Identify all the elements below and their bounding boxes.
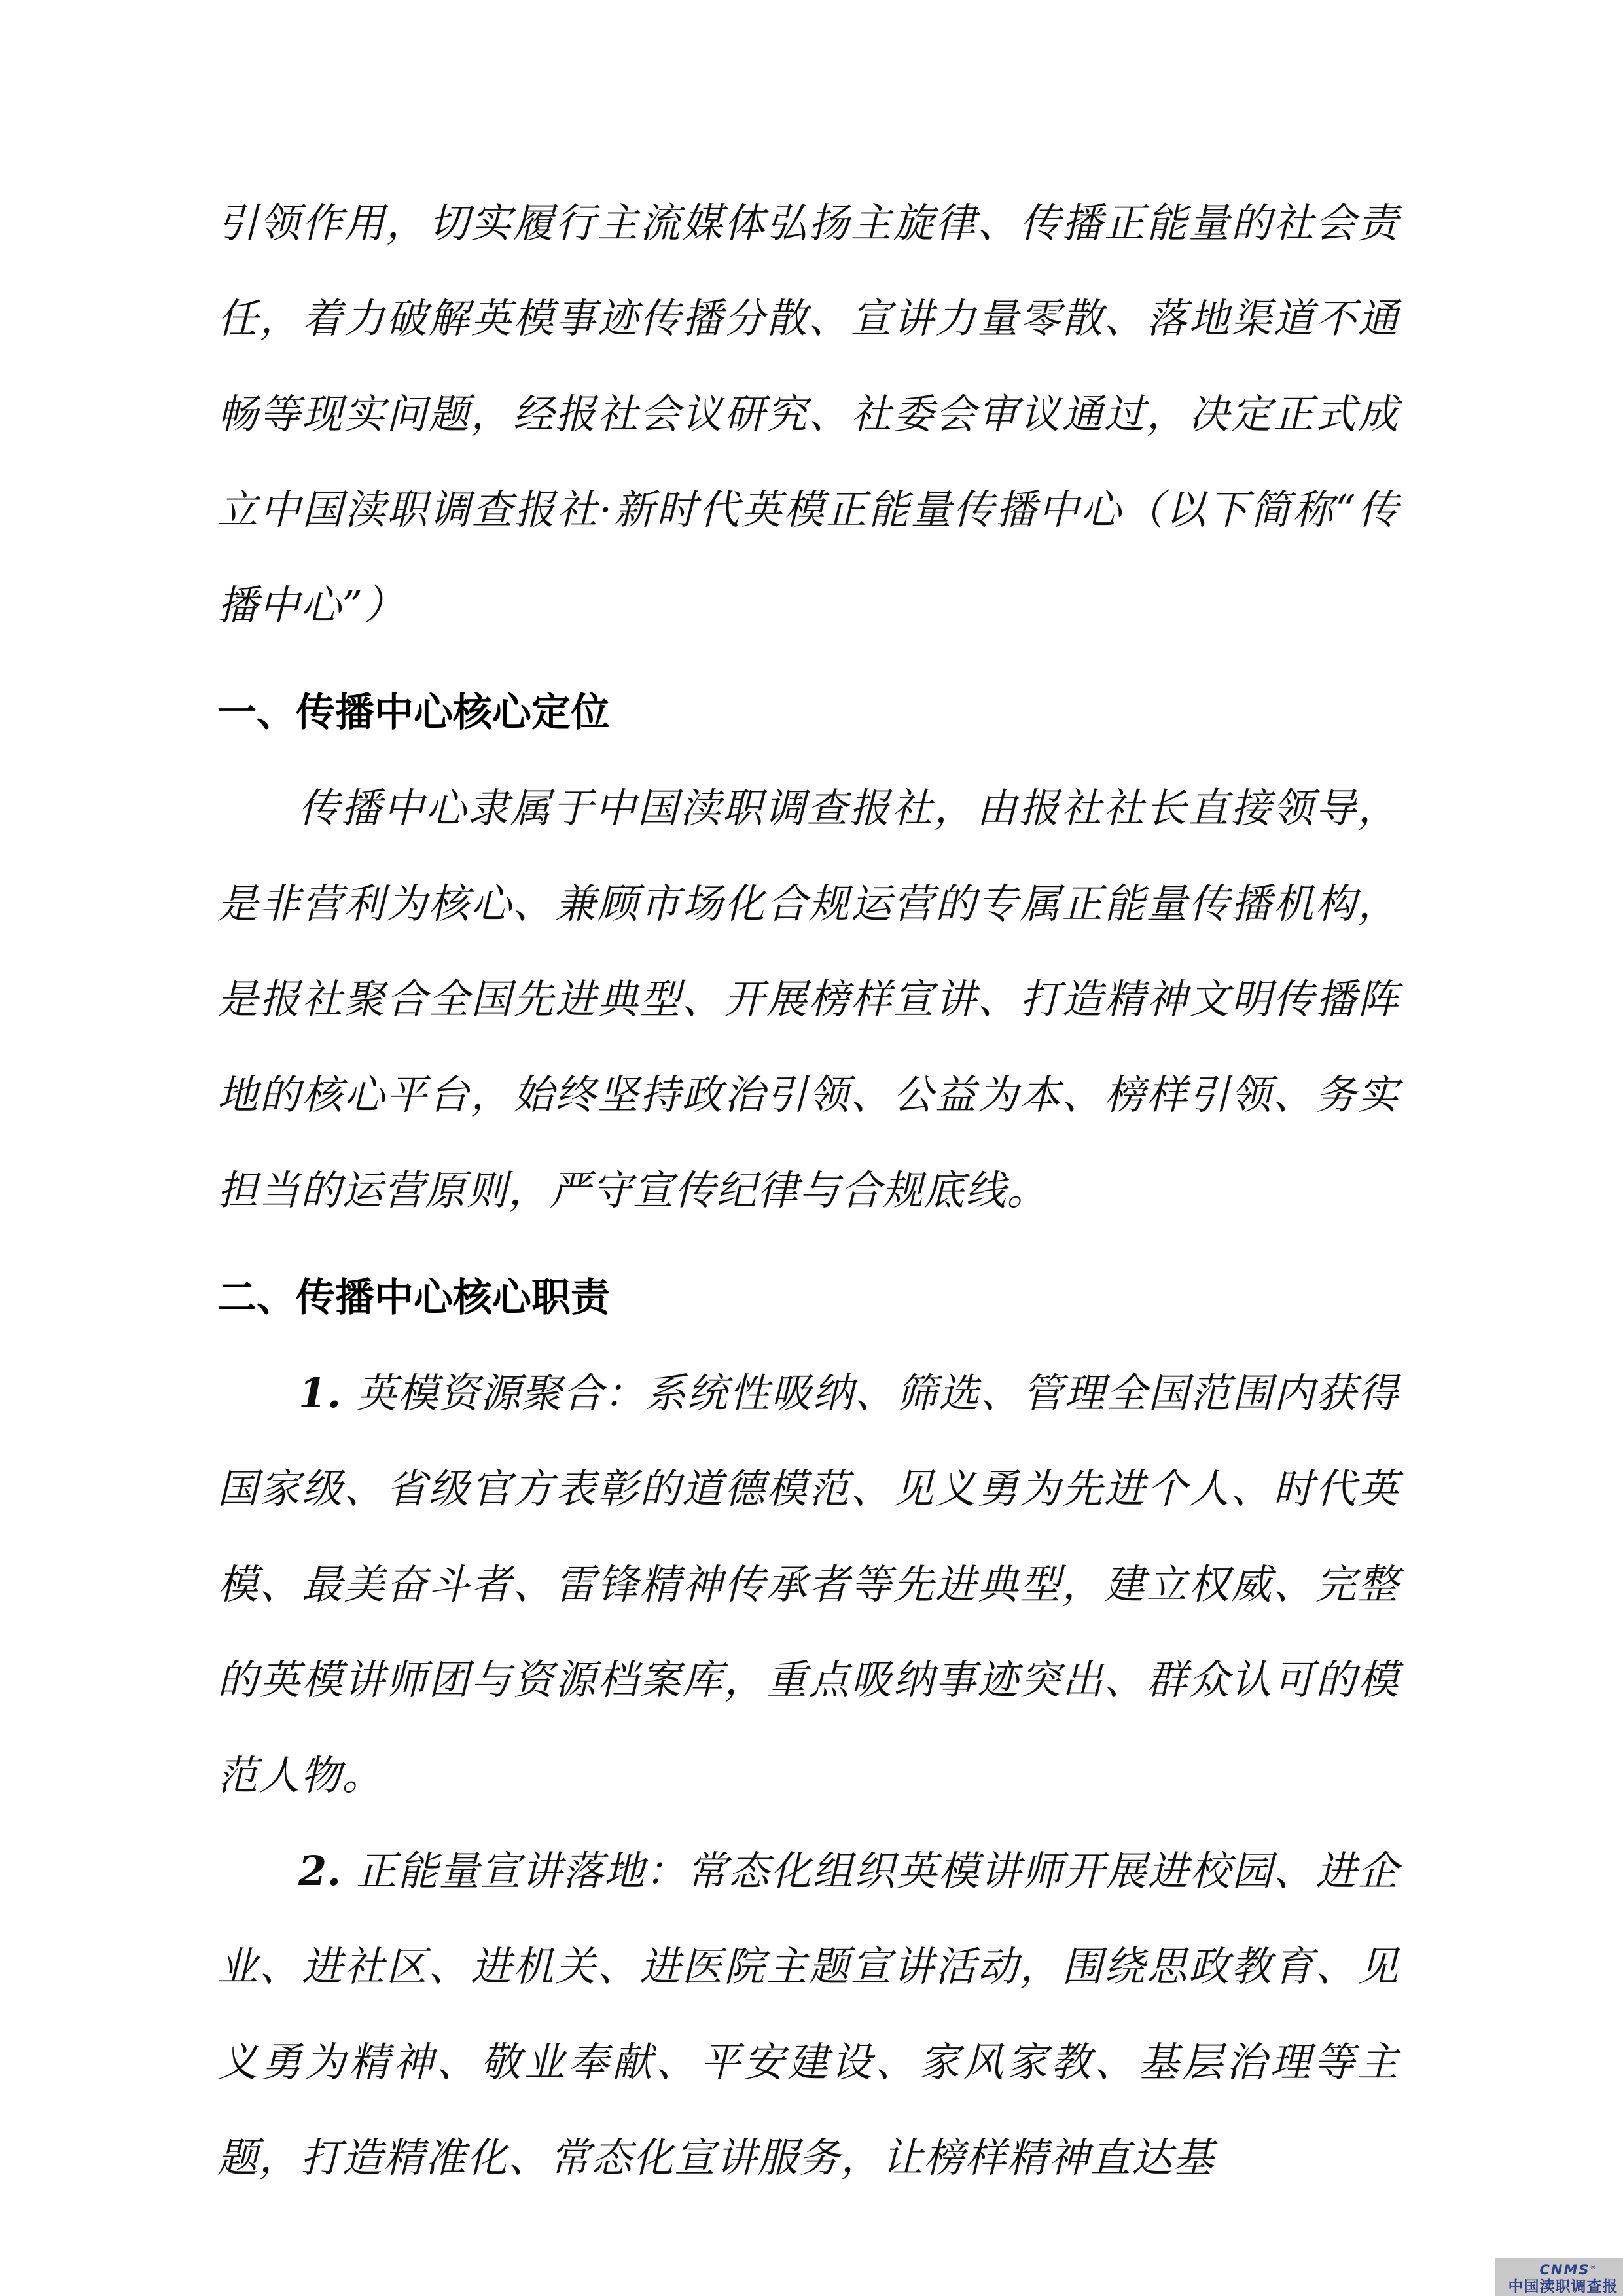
paragraph-continuation: 引领作用，切实履行主流媒体弘扬主旋律、传播正能量的社会责任，着力破解英模事迹传播分散、宣讲力量零散、落地渠道不通畅等现实问题，经报社会议研究、社委会审议通过，决定正式成立中国渎职调查报社·新时代英模正能量传播中心（以下简称“传播中心”） xyxy=(217,199,1399,629)
registered-trademark-icon: ® xyxy=(1590,2265,1596,2271)
list-item-two-text: 常态化组织英模讲师开展进校园、进企业、进社区、进机关、进医院主题宣讲活动，围绕思政教育、见义勇为精神、敬业奉献、平安建设、家风家教、基层治理等主题，打造精准化、常态化宣讲服务，让榜样精神直达基 xyxy=(217,1847,1399,2181)
list-item-one xyxy=(217,1346,1399,1823)
section-heading-two: 二、传播中心核心职责 xyxy=(217,1275,610,1321)
logo-publisher-name: 中国渎职调查报 xyxy=(1508,2278,1618,2295)
publisher-logo-stamp xyxy=(1495,2258,1623,2296)
logo-wordmark xyxy=(1495,2260,1623,2278)
document-body xyxy=(217,175,1399,2206)
spacer xyxy=(217,653,1399,665)
list-item-one-text: 系统性吸纳、筛选、管理全国范围内获得国家级、省级官方表彰的道德模范、见义勇为先进个人、时代英模、最美奋斗者、雷锋精神传承者等先进典型，建立权威、完整的英模讲师团与资源档案库，重点吸纳事迹突出、群众认可的模范人物。 xyxy=(217,1369,1399,1799)
paragraph-core-positioning: 传播中心隶属于中国渎职调查报社，由报社社长直接领导，是非营利为核心、兼顾市场化合规运营的专属正能量传播机构，是报社聚合全国先进典型、开展榜样宣讲、打造精神文明传播阵地的核心平台，始终坚持政治引领、公益为本、榜样引领、务实担当的运营原则，严守宣传纪律与合规底线。 xyxy=(217,784,1399,1214)
section-heading-one: 一、传播中心核心定位 xyxy=(217,690,610,736)
spacer xyxy=(217,1238,1399,1250)
logo-wordmark-text: CNMS xyxy=(1539,2262,1590,2278)
list-item-one-lead: 1. 英模资源聚合： xyxy=(298,1369,645,1417)
list-item-two-lead: 2. 正能量宣讲落地： xyxy=(298,1847,687,1895)
list-item-two xyxy=(217,1823,1399,2206)
